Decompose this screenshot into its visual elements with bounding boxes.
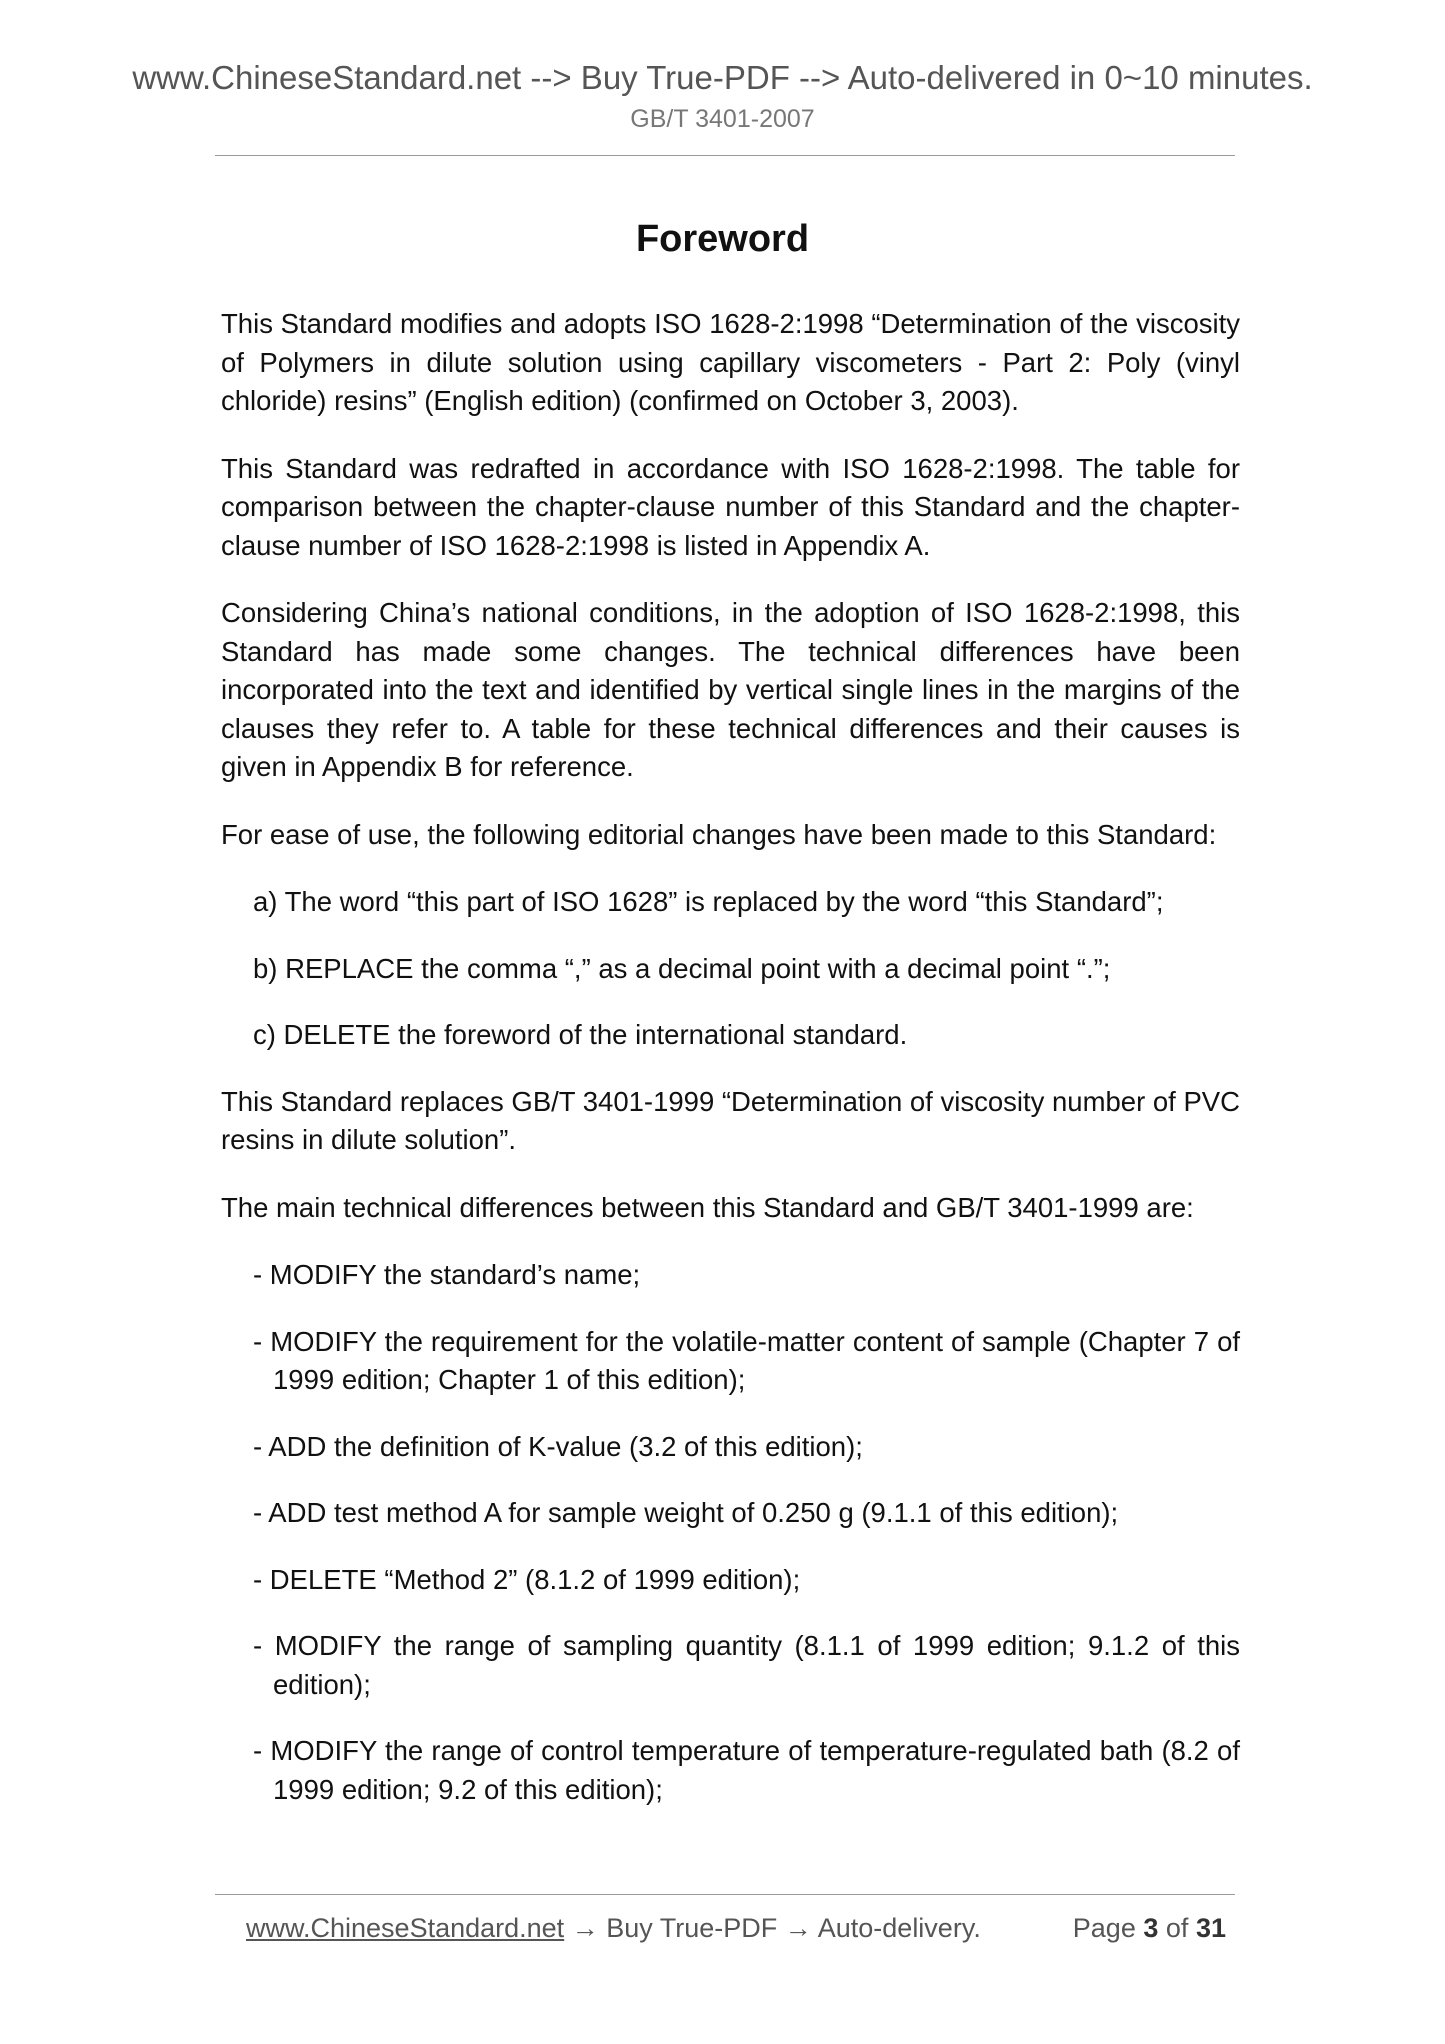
footer-promo-text: → Buy True-PDF → Auto-delivery. bbox=[564, 1913, 981, 1943]
foreword-body bbox=[221, 305, 1240, 1837]
standard-code: GB/T 3401-2007 bbox=[630, 105, 815, 133]
paragraph-editorial-intro: For ease of use, the following editorial changes have been made to this Standard: bbox=[221, 818, 1217, 850]
paragraph-national-conditions: Considering China’s national conditions, in the adoption of ISO 1628-2:1998, this Standard has made some changes. The technical differences have been incorporated into the text and identified by vertical single lines in the margins of the clauses they refer to. A table for these technical differences and their causes is given in Appendix B for reference. bbox=[221, 597, 1240, 782]
footer-site-link[interactable]: www.ChineseStandard.net bbox=[246, 1913, 565, 1943]
editorial-change-item: b) REPLACE the comma “,” as a decimal point with a decimal point “.”; bbox=[253, 952, 1111, 984]
of-label: of bbox=[1165, 1913, 1189, 1943]
header-banner: www.ChineseStandard.net --> Buy True-PDF --> Auto-delivered in 0~10 minutes. bbox=[132, 59, 1313, 96]
difference-item: - MODIFY the range of control temperature of temperature-regulated bath (8.2 of 1999 edition; 9.2 of this edition); bbox=[253, 1735, 1240, 1805]
page-indicator bbox=[1073, 1908, 1226, 1948]
difference-item: - DELETE “Method 2” (8.1.2 of 1999 edition); bbox=[253, 1563, 801, 1595]
paragraph-adoption: This Standard modifies and adopts ISO 1628-2:1998 “Determination of the viscosity of Polymers in dilute solution using capillary viscometers - Part 2: Poly (vinyl chloride) resins” (English edition) (confirmed on October 3, 2003). bbox=[221, 308, 1240, 416]
editorial-change-item: c) DELETE the foreword of the international standard. bbox=[253, 1019, 908, 1050]
footer-divider bbox=[215, 1894, 1235, 1895]
paragraph-replaces: This Standard replaces GB/T 3401-1999 “Determination of viscosity number of PVC resins in dilute solution”. bbox=[221, 1085, 1241, 1155]
page-footer bbox=[246, 1908, 1226, 1948]
difference-item: - ADD the definition of K-value (3.2 of this edition); bbox=[253, 1430, 863, 1462]
footer-promo bbox=[246, 1908, 981, 1948]
page-title: Foreword bbox=[635, 218, 810, 260]
editorial-change-item: a) The word “this part of ISO 1628” is replaced by the word “this Standard”; bbox=[253, 886, 1164, 917]
difference-item: - MODIFY the range of sampling quantity (8.1.1 of 1999 edition; 9.1.2 of this edition); bbox=[253, 1630, 1240, 1700]
total-pages: 31 bbox=[1195, 1913, 1226, 1943]
difference-item: - MODIFY the requirement for the volatile-matter content of sample (Chapter 7 of 1999 edition; Chapter 1 of this edition); bbox=[253, 1325, 1240, 1395]
paragraph-differences-intro: The main technical differences between this Standard and GB/T 3401-1999 are: bbox=[221, 1191, 1194, 1223]
difference-item: - ADD test method A for sample weight of 0.250 g (9.1.1 of this edition); bbox=[253, 1497, 1119, 1528]
page-number: 3 bbox=[1143, 1913, 1159, 1943]
page-label: Page bbox=[1072, 1913, 1136, 1943]
difference-item: - MODIFY the standard’s name; bbox=[253, 1259, 641, 1290]
paragraph-redrafted: This Standard was redrafted in accordance with ISO 1628-2:1998. The table for comparison between the chapter-clause number of this Standard and the chapter-clause number of ISO 1628-2:1998 is listed in Appendix A. bbox=[221, 452, 1240, 561]
header-divider bbox=[215, 155, 1235, 156]
